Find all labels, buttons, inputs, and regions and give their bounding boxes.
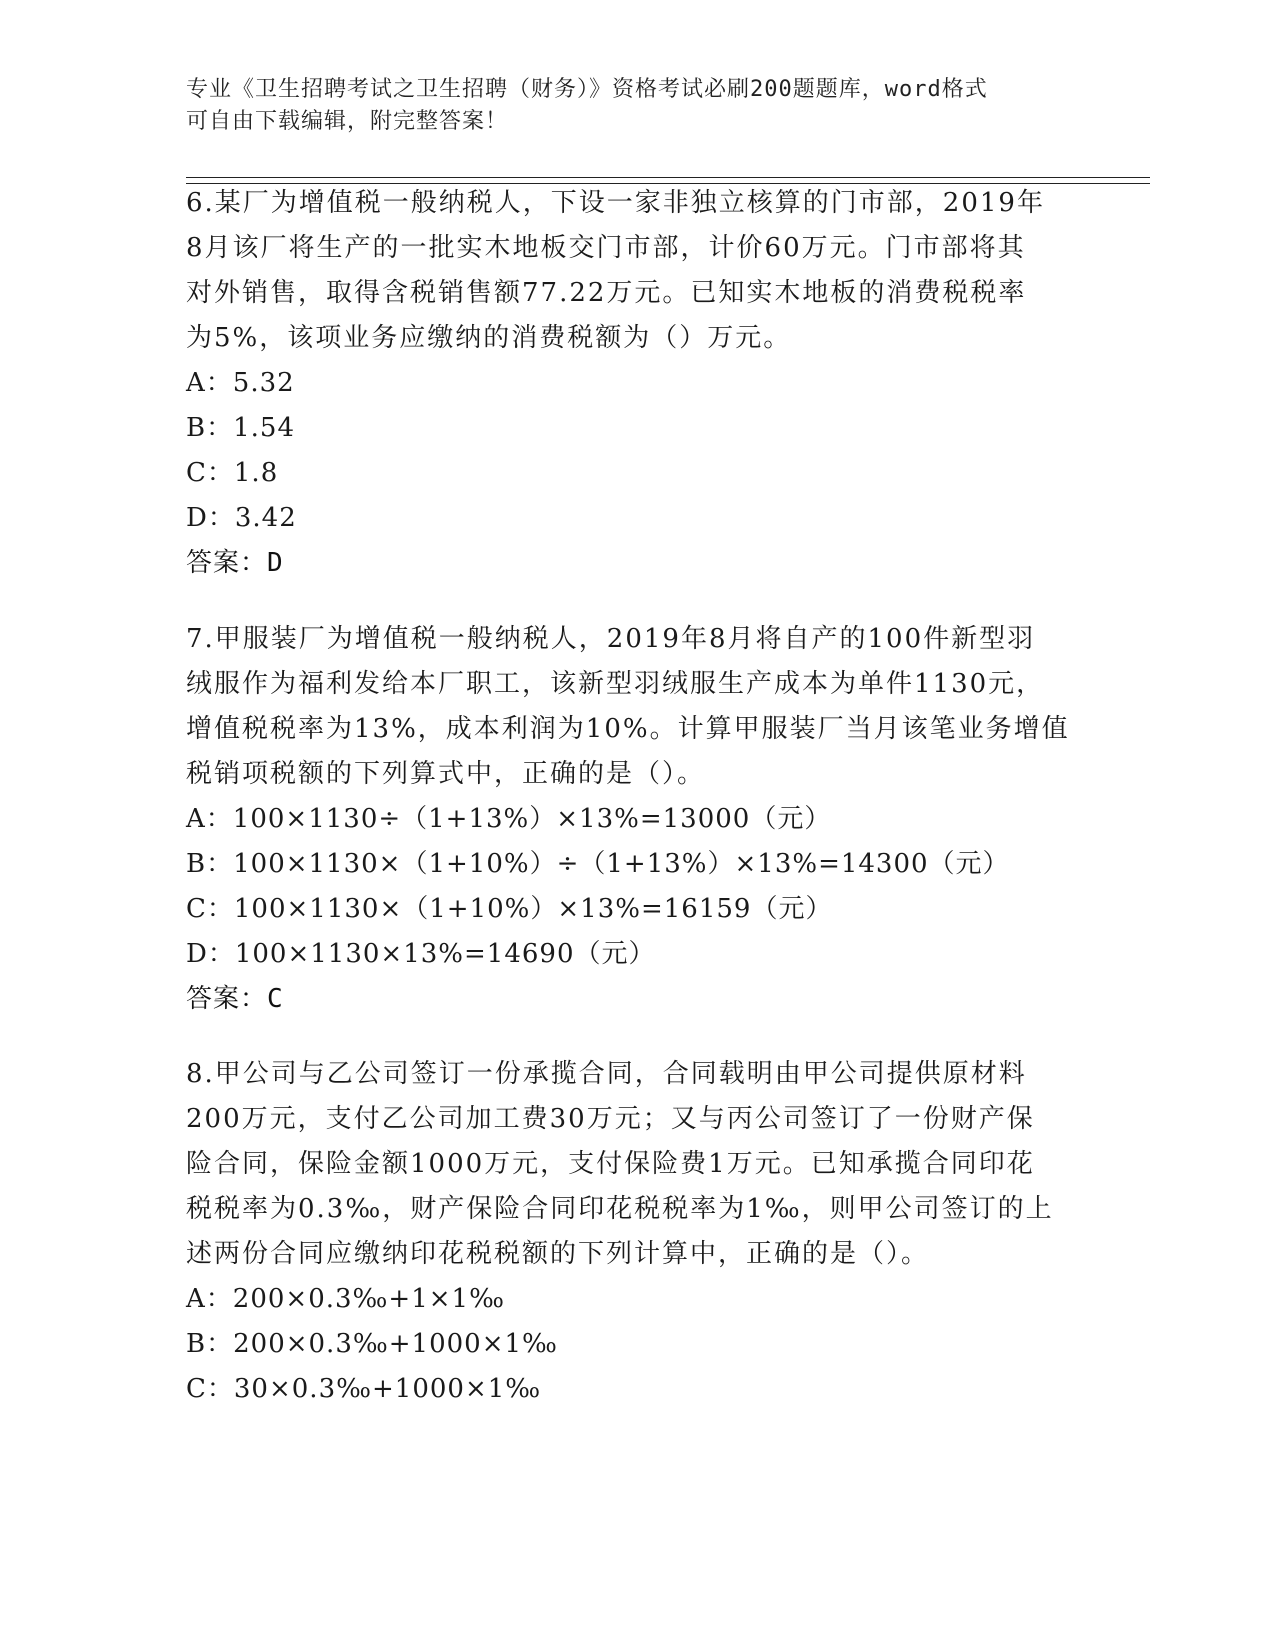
question-6 bbox=[186, 181, 1086, 586]
option-d: D：3.42 bbox=[186, 503, 297, 533]
option-b: B：200×0.3‰+1000×1‰ bbox=[186, 1329, 558, 1359]
option-d: D：100×1130×13%=14690（元） bbox=[186, 939, 656, 969]
question-line: 8月该厂将生产的一批实木地板交门市部，计价60万元。门市部将其 bbox=[186, 233, 1026, 263]
header-line: 专业《卫生招聘考试之卫生招聘（财务）》资格考试必刷200题题库，word格式 bbox=[186, 77, 988, 102]
question-line: 险合同，保险金额1000万元，支付保险费1万元。已知承揽合同印花 bbox=[186, 1149, 1035, 1179]
question-line: 税税率为0.3‰，财产保险合同印花税税率为1‰，则甲公司签订的上 bbox=[186, 1194, 1054, 1224]
question-stem bbox=[186, 1052, 1086, 1277]
question-8 bbox=[186, 1052, 1086, 1412]
option-c: C：30×0.3‰+1000×1‰ bbox=[186, 1374, 542, 1404]
option-c: C：100×1130×（1+10%）×13%=16159（元） bbox=[186, 894, 833, 924]
question-line: 200万元，支付乙公司加工费30万元；又与丙公司签订了一份财产保 bbox=[186, 1104, 1035, 1134]
question-line: 为5%，该项业务应缴纳的消费税额为（）万元。 bbox=[186, 323, 792, 353]
question-line: 述两份合同应缴纳印花税税额的下列计算中，正确的是（）。 bbox=[186, 1239, 930, 1269]
option-a: A：200×0.3‰+1×1‰ bbox=[186, 1284, 505, 1314]
option-c: C：1.8 bbox=[186, 458, 279, 488]
question-stem bbox=[186, 617, 1086, 797]
header-divider-top bbox=[186, 177, 1150, 178]
question-line: 绒服作为福利发给本厂职工，该新型羽绒服生产成本为单件1130元， bbox=[186, 669, 1045, 699]
question-line: 6.某厂为增值税一般纳税人，下设一家非独立核算的门市部，2019年 bbox=[186, 188, 1045, 218]
option-a: A：5.32 bbox=[186, 368, 295, 398]
answer-label: 答案：D bbox=[186, 548, 284, 578]
question-line: 增值税税率为13%，成本利润为10%。计算甲服装厂当月该笔业务增值 bbox=[186, 714, 1070, 744]
question-line: 8.甲公司与乙公司签订一份承揽合同，合同载明由甲公司提供原材料 bbox=[186, 1059, 1027, 1089]
header-line: 可自由下载编辑，附完整答案！ bbox=[186, 109, 509, 134]
question-line: 对外销售，取得含税销售额77.22万元。已知实木地板的消费税税率 bbox=[186, 278, 1027, 308]
question-line: 税销项税额的下列算式中，正确的是（）。 bbox=[186, 759, 706, 789]
answer-label: 答案：C bbox=[186, 984, 284, 1014]
option-a: A：100×1130÷（1+13%）×13%=13000（元） bbox=[186, 804, 832, 834]
question-7 bbox=[186, 617, 1086, 1022]
question-line: 7.甲服装厂为增值税一般纳税人，2019年8月将自产的100件新型羽 bbox=[186, 624, 1036, 654]
option-b: B：1.54 bbox=[186, 413, 295, 443]
option-b: B：100×1130×（1+10%）÷（1+13%）×13%=14300（元） bbox=[186, 849, 1010, 879]
document-header bbox=[186, 74, 1076, 138]
question-stem bbox=[186, 181, 1086, 361]
